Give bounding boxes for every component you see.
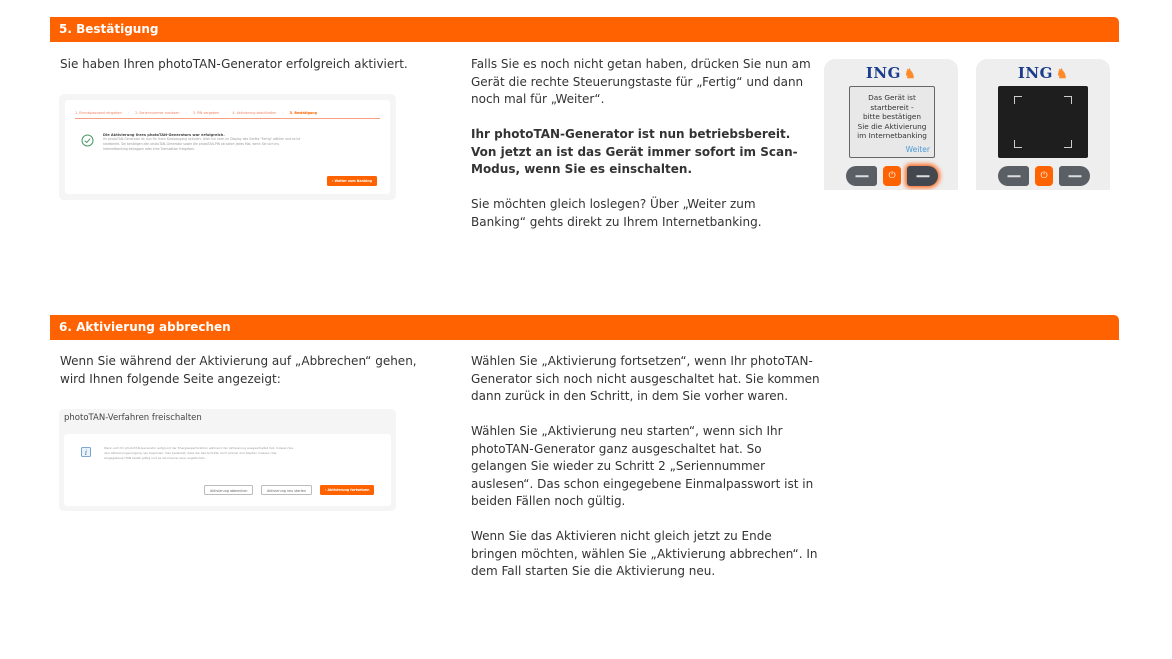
restart-activation-button[interactable]: Aktivierung neu starten xyxy=(261,485,312,495)
lion-icon: ♞ xyxy=(1055,67,1069,82)
scan-corner-icon xyxy=(1014,140,1022,148)
check-circle-icon xyxy=(81,134,94,147)
left-key xyxy=(998,166,1029,186)
power-icon: ⏻ xyxy=(883,166,901,186)
power-icon: ⏻ xyxy=(1035,166,1053,186)
continue-paragraph: Wählen Sie „Aktivierung fortsetzen“, wenn Ihr photoTAN-Generator sich noch nicht ausgeschaltet hat. Sie kommen dann zurück in den Schritt, in dem Sie vorher waren. xyxy=(471,354,820,403)
cancel-info-text: Wenn sich Ihr photoTAN-Generator aufgrund der Energiesparfunktion während der Aktivierung ausgeschaltet hat, müssen Sie den Aktivierungsvorgang neu beginnen. Das bedeutet, dass Sie alle Schritte noch einmal durchlaufen müssen. Die eingegebene iTAN bleibt gültig und es wird keine neue angefordert. xyxy=(104,446,294,461)
section-6-body xyxy=(471,353,821,598)
left-key xyxy=(846,166,877,186)
step-2: 2. Seriennummer auslesen xyxy=(135,111,180,115)
lion-icon: ♞ xyxy=(903,67,917,82)
ing-logo: ING ♞ xyxy=(865,64,917,82)
svg-text:i: i xyxy=(84,448,88,457)
right-key xyxy=(1059,166,1090,186)
confirmation-card xyxy=(65,100,390,194)
ready-paragraph: Ihr photoTAN-Generator ist nun betriebsbereit. Von jetzt an ist das Gerät immer sofort im Scan-Modus, wenn Sie es einschalten. xyxy=(471,127,798,176)
banking-paragraph: Sie möchten gleich loslegen? Über „Weiter zum Banking“ gehts direkt zu Ihrem Internetbanking. xyxy=(471,197,762,229)
step-3: 3. PIN vergeben xyxy=(192,111,220,115)
continue-activation-button[interactable]: › Aktivierung fortsetzen xyxy=(320,485,374,495)
device-confirm-screen xyxy=(824,59,958,190)
success-text: Ihr photoTAN-Generator ist nun für Ihren Kontozugang aktiviert. Jetzt nur noch im Display des Geräts "Fertig" wählen und es ist startbereit. Sie benötigen den photoTAN-Generator sowie die photoTAN-PIN ab sofort jedes Mal, wenn Sie sich ins Internetbanking einloggen oder eine Transaktion freigeben. xyxy=(103,137,301,151)
step-4: 4. Aktivierung abschließen xyxy=(232,111,277,115)
cancel-page-title: photoTAN-Verfahren freischalten xyxy=(64,413,202,423)
display-line: startbereit - xyxy=(870,102,914,112)
step-1: 1. Einmalpasswort eingeben xyxy=(75,111,122,115)
section-5-body xyxy=(471,56,811,249)
ing-logo: ING ♞ xyxy=(1017,64,1069,82)
cancel-screenshot xyxy=(59,409,396,511)
display-line: Sie die Aktivierung xyxy=(857,121,927,131)
cancel-card xyxy=(64,434,391,506)
scan-corner-icon xyxy=(1064,96,1072,104)
display-line: Das Gerät ist xyxy=(868,93,916,102)
display-weiter-label: Weiter xyxy=(905,145,930,154)
section-6-intro: Wenn Sie während der Aktivierung auf „Abbrechen“ gehen, wird Ihnen folgende Seite angezeigt: xyxy=(60,354,417,386)
section-5-intro: Sie haben Ihren photoTAN-Generator erfolgreich aktiviert. xyxy=(60,57,408,71)
cancel-paragraph: Wenn Sie das Aktivieren nicht gleich jetzt zu Ende bringen möchten, wählen Sie „Aktivierung abbrechen“. In dem Fall starten Sie die Aktivierung neu. xyxy=(471,529,818,578)
scan-corner-icon xyxy=(1014,96,1022,104)
section-5-header: 5. Bestätigung xyxy=(50,17,1119,42)
device-scan-mode xyxy=(976,59,1110,190)
continue-to-banking-button[interactable]: › Weiter zum Banking xyxy=(327,176,377,186)
cancel-activation-button[interactable]: Aktivierung abbrechen xyxy=(204,485,253,495)
device-display xyxy=(849,86,935,158)
instruction-paragraph: Falls Sie es noch nicht getan haben, drücken Sie nun am Gerät die rechte Steuerungstaste für „Fertig“ und dann noch mal für „Weiter“. xyxy=(471,57,811,106)
step-5-active: 5. Bestätigung xyxy=(289,111,317,115)
display-line: im Internetbanking xyxy=(857,131,927,140)
scan-display xyxy=(998,86,1088,158)
right-key-highlighted xyxy=(907,166,938,186)
restart-paragraph: Wählen Sie „Aktivierung neu starten“, wenn sich Ihr photoTAN-Generator ganz ausgeschaltet hat. So gelangen Sie wieder zu Schritt 2 „Seriennummer auslesen“. Das schon eingegebene Einmalpasswort ist in beiden Fällen noch gültig. xyxy=(471,424,814,508)
confirmation-screenshot xyxy=(59,94,396,200)
info-icon xyxy=(81,447,91,457)
display-line: bitte bestätigen xyxy=(862,112,922,121)
section-6-header: 6. Aktivierung abbrechen xyxy=(50,315,1119,340)
scan-corner-icon xyxy=(1064,140,1072,148)
step-indicator: 1. Einmalpasswort eingeben › 2. Seriennummer auslesen › 3. PIN vergeben › 4. Aktivierung abschließen › 5. Bestätigung xyxy=(75,111,380,119)
success-title: Die Aktivierung Ihres photoTAN-Generators war erfolgreich. xyxy=(103,133,225,137)
